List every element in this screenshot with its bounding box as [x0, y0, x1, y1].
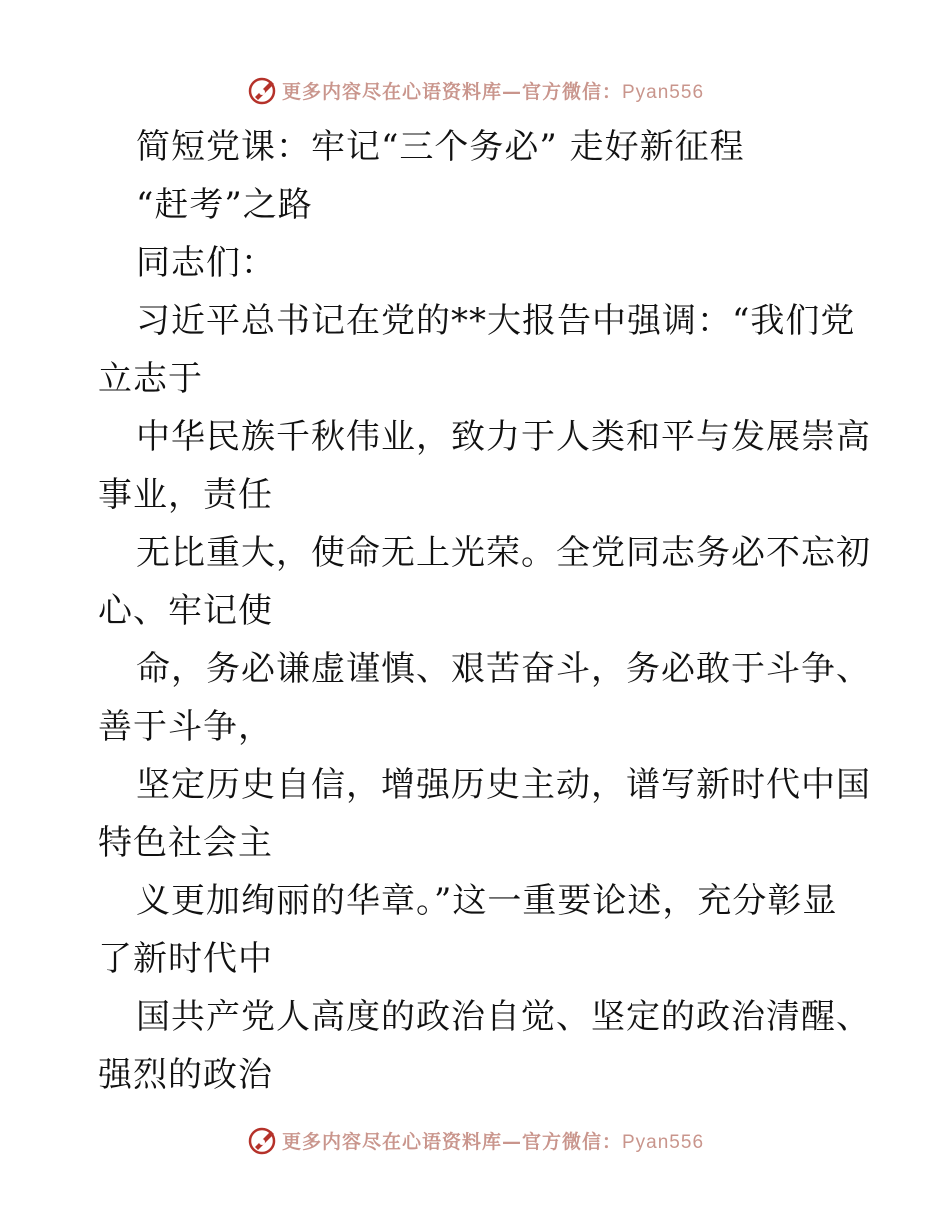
title-line: 简短党课：牢记“三个务必” 走好新征程: [136, 127, 745, 167]
footer-banner: [0, 1120, 950, 1160]
paragraph-line: 命，务必谦虚谨慎、艰苦奋斗，务必敢于斗争、: [136, 649, 871, 689]
pen-logo-icon: [246, 1123, 280, 1157]
paragraph-line: 特色社会主: [98, 823, 273, 863]
footer-banner-text: [282, 1127, 704, 1154]
header-banner: [0, 70, 950, 110]
header-wechat-id: Pyan556: [622, 81, 705, 103]
paragraph-line: 心、牢记使: [98, 591, 273, 631]
paragraph-line: 无比重大，使命无上光荣。全党同志务必不忘初: [136, 533, 871, 573]
paragraph-line: 事业，责任: [98, 475, 273, 515]
salutation: 同志们：: [136, 243, 276, 283]
paragraph-line: 了新时代中: [98, 939, 273, 979]
paragraph-line: 立志于: [98, 359, 203, 399]
document-body: [98, 118, 871, 1104]
paragraph-line: 习近平总书记在党的**大报告中强调：“我们党: [136, 301, 856, 341]
pen-logo-icon: [246, 73, 280, 107]
paragraph-line: 国共产党人高度的政治自觉、坚定的政治清醒、: [136, 997, 871, 1037]
header-banner-text: [282, 77, 704, 104]
paragraph-line: 善于斗争，: [98, 707, 273, 747]
paragraph-line: 中华民族千秋伟业，致力于人类和平与发展崇高: [136, 417, 871, 457]
paragraph-line: 义更加绚丽的华章。”这一重要论述，充分彰显: [136, 881, 838, 921]
header-banner-label: 更多内容尽在心语资料库—官方微信：: [281, 80, 622, 103]
footer-banner-label: 更多内容尽在心语资料库—官方微信：: [281, 1130, 622, 1153]
paragraph-line: 强烈的政治: [98, 1055, 273, 1095]
paragraph-line: 坚定历史自信，增强历史主动，谱写新时代中国: [136, 765, 871, 805]
subtitle-line: “赶考”之路: [136, 185, 313, 225]
footer-wechat-id: Pyan556: [622, 1131, 705, 1153]
